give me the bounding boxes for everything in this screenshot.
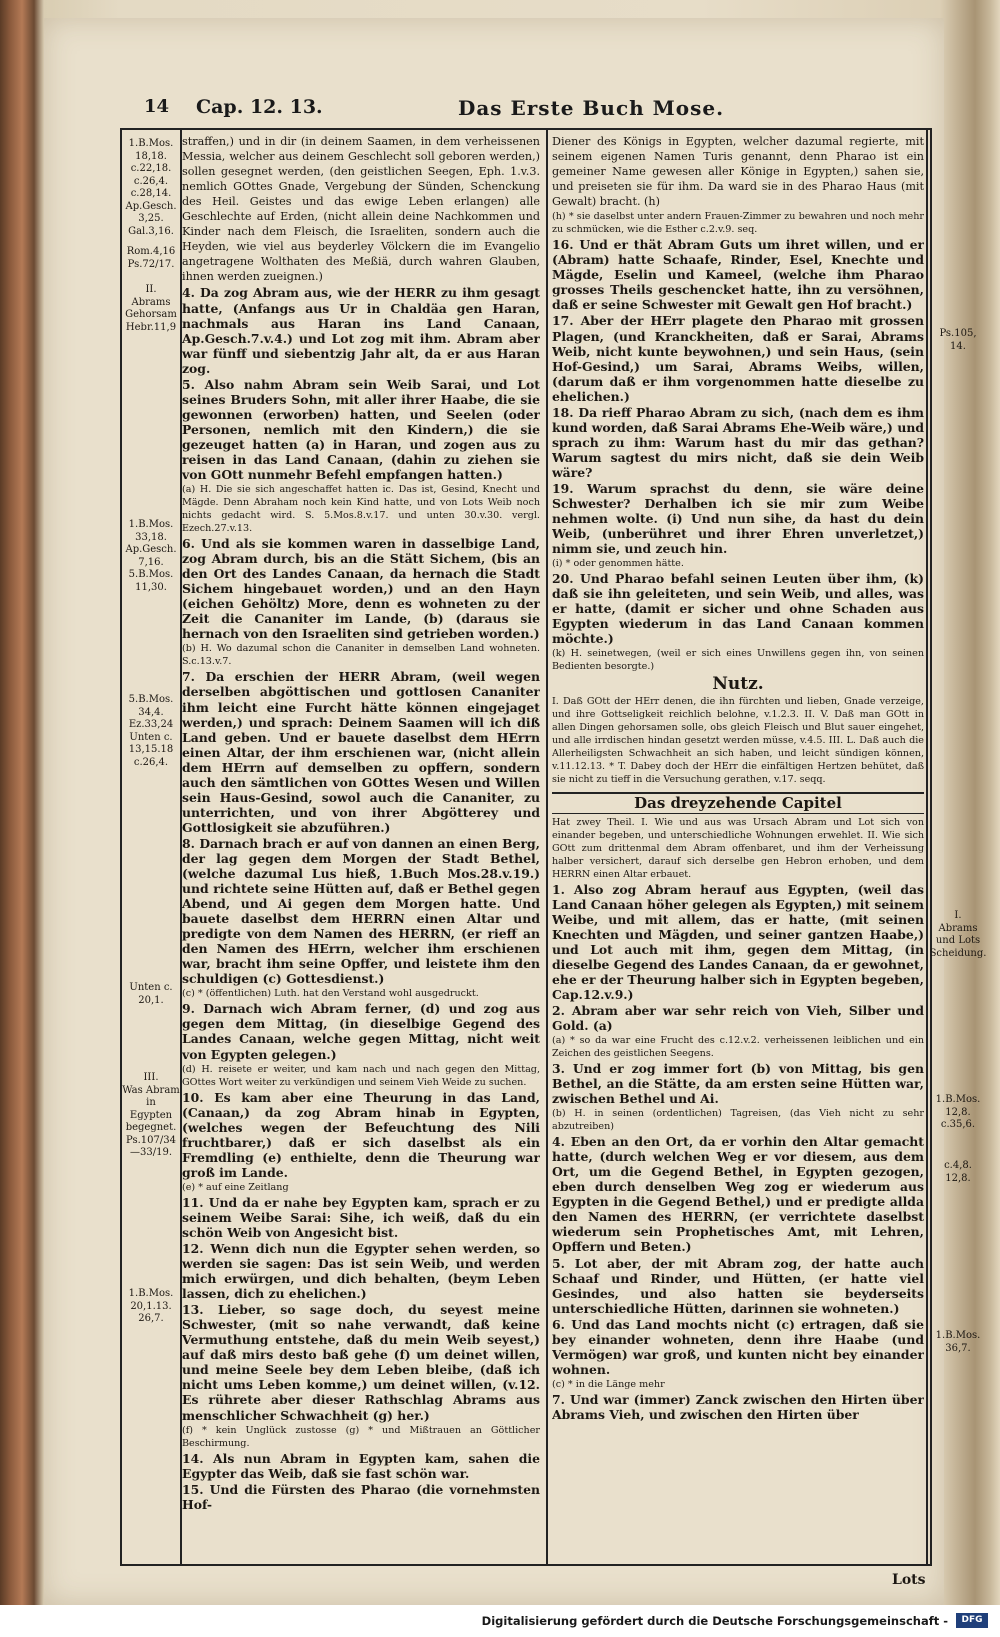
verse-paragraph: 20. Und Pharao befahl seinen Leuten über ihm, (k) daß sie ihn geleiteten, und sein Weib, und alles, was er hatte, (damit er sicher und ohne Schaden aus Egypten wiederum in das Land Canaan kommen möchte.) xyxy=(552,571,924,647)
margin-note-left: 1.B.Mos. 20,1.13. 26,7. xyxy=(128,1288,174,1324)
running-title: Das Erste Buch Mose. xyxy=(458,96,725,120)
verse-paragraph: 14. Als nun Abram in Egypten kam, sahen die Egypter das Weib, daß sie fast schön war. xyxy=(182,1450,540,1481)
margin-note-left: 1.B.Mos. 18,18. c.22,18. c.26,4. c.28,14. Ap.Gesch. 3,25. Gal.3,16. xyxy=(125,138,177,237)
verse-paragraph: 11. Und da er nahe bey Egypten kam, sprach er zu seinem Weibe Sarai: Sihe, ich weiß, daß du ein schön Weib von Angesicht bist. xyxy=(182,1194,540,1240)
verse-paragraph: 2. Abram aber war sehr reich von Vieh, Silber und Gold. (a) xyxy=(552,1002,924,1033)
margin-note-left: Unten c. 20,1. xyxy=(129,982,173,1006)
margin-note-right: Ps.105, 14. xyxy=(939,328,977,352)
verse-paragraph: 6. Und das Land mochts nicht (c) ertragen, daß sie bey einander wohneten, denn ihre Haabe (und Vermögen) war groß, und kunten nicht bey einander wohnen. xyxy=(552,1316,924,1377)
footnote-paragraph: (b) H. in seinen (ordentlichen) Tagreisen, (das Vieh nicht zu sehr abzutreiben) xyxy=(552,1108,924,1133)
dfg-logo-icon: DFG xyxy=(956,1613,988,1628)
verse-paragraph: 19. Warum sprachst du denn, sie wäre deine Schwester? Derhalben ich sie mir zum Weibe nehmen wolte. (i) Und nun sihe, da hast du dein Weib, (unberühret und ihrer Ehren unverletzet,) nimm sie, und zeuch hin. xyxy=(552,480,924,557)
margin-note-left: II. Abrams Gehorsam Hebr.11,9 xyxy=(125,284,177,333)
right-text-column xyxy=(552,134,924,1564)
verse-paragraph: straffen,) und in dir (in deinem Saamen, in dem verheissenen Messia, welcher aus deinem Geschlecht soll geboren werden,) sollen gesegnet werden, (den geistlichen Seegen, Eph. 1.v.3. nemlich GOttes Gnade, Vergebung der Sünden, Schenckung des Heil. Geistes und das ewige Leben erlangen) alle Geschlechte auf Erden, (nicht allein deine Nachkommen und Kinder nach dem Fleisch, die Israeliten, sondern auch die Heyden, wie viel aus beyderley Völckern die im Evangelio angetragene Wolthaten des Meßiä, durch wahren Glauben, ihnen werden zueignen.) xyxy=(182,135,540,284)
margin-note-left: III. Was Abram in Egypten begegnet. Ps.107/34 —33/19. xyxy=(122,1072,180,1158)
catchword: Lots xyxy=(892,1572,926,1588)
section-heading: Nutz. xyxy=(712,674,764,695)
verse-paragraph: 8. Darnach brach er auf von dannen an einen Berg, der lag gegen dem Morgen der Stadt Bethel, (welche dazumal Lus hieß, 1.Buch Mos.28.v.19.) und richtete seine Hütten auf, daß er Bethel gegen Abend, und Ai gegen dem Morgen hatte. Und bauete daselbst dem HERRN einen Altar und predigte von dem Namen des HERRN, (er rieff an den Namen des HErrn, welcher ihm erschienen war, bracht ihm seine Opffer, und leistete ihm den schuldigen (c) Gottesdienst.) xyxy=(182,835,540,987)
margin-note-left: 1.B.Mos. 33,18. Ap.Gesch. 7,16. 5.B.Mos. 11,30. xyxy=(125,519,177,593)
footnote-paragraph: (e) * auf eine Zeitlang xyxy=(182,1181,289,1193)
verse-paragraph: 10. Es kam aber eine Theurung in das Land, (Canaan,) da zog Abram hinab in Egypten, (welches wegen der Befeuchtung des Nili fruchtbarer,) daß er sich daselbst als ein Fremdling (e) enthielte, denn die Theurung war groß im Lande. xyxy=(182,1089,540,1180)
dfg-credit-text: Digitalisierung gefördert durch die Deutsche Forschungsgemeinschaft - xyxy=(481,1614,948,1628)
left-text-column xyxy=(182,134,540,1564)
verse-paragraph: 7. Da erschien der HERR Abram, (weil wegen derselben abgöttischen und gottlosen Cananiter ihm leicht eine Furcht hätte können eingejaget werden,) und sprach: Deinem Saamen will ich diß Land geben. Und er bauete daselbst dem HErrn einen Altar, der ihm erschienen war, (nicht allein dem HErrn auf demselben zu opffern, sondern auch den sämtlichen von GOttes Wesen und Willen sein Haus-Gesind, sowol auch die Cananiter, zu unterrichten, und von ihrer Abgötterey und Gottlosigkeit sie abzuführen.) xyxy=(182,669,540,835)
verse-paragraph: 12. Wenn dich nun die Egypter sehen werden, so werden sie sagen: Das ist sein Weib, und werden mich erwürgen, und dich behalten, (beym Leben lassen, dich zu ehelichen.) xyxy=(182,1241,540,1302)
verse-paragraph: 6. Und als sie kommen waren in dasselbige Land, zog Abram durch, bis an die Stätt Sichem, (bis an den Ort des Landes Canaan, da hernach die Stadt Sichem hingebauet worden,) und an den Hayn (eichen Gehöltz) More, denn es wohneten zu der Zeit die Cananiter im Lande, (b) (daraus sie hernach von den Israeliten sind getrieben worden.) xyxy=(182,536,540,642)
verse-paragraph: 16. Und er thät Abram Guts um ihret willen, und er (Abram) hatte Schaafe, Rinder, Esel, Knechte und Mägde, Eselin und Kameel, (welche ihm Pharao grosses Theils geschencket hatte, ihn zu versöhnen, daß er seine Schwester mit Gewalt gen Hof bracht.) xyxy=(552,237,924,313)
margin-note-right: 1.B.Mos. 12,8. c.35,6. xyxy=(935,1094,981,1130)
footnote-paragraph: I. Daß GOtt der HErr denen, die ihn fürchten und lieben, Gnade verzeige, und ihre Gottseligkeit reichlich belohne, v.1.2.3. II. V. Daß man GOtt in allen Dingen gehorsamen solle, obs gleich Fleisch und Blut sauer eingehet, und alle irrdischen hindan gesetzt werden müsse, v.4.5. III. L. Daß auch die Allerheiligsten Schwachheit an sich haben, und leicht sündigen können, v.11.12.13. * T. Dabey doch der HErr die einfältigen Hertzen behütet, daß sie nicht zu tieff in die Versuchung gerathen, v.17. seqq. xyxy=(552,695,924,785)
verse-paragraph: 13. Lieber, so sage doch, du seyest meine Schwester, (mit so nahe verwandt, daß keine Vermuthung entstehe, daß du mein Weib seyest,) auf daß mirs desto baß gehe (f) um deinet willen, und meine Seele bey dem Leben bleibe, (daß ich nicht ums Leben komme,) um deinet willen, (v.12. Es rührete aber dieser Rathschlag Abrams aus menschlicher Schwachheit (g) her.) xyxy=(182,1302,540,1423)
margin-note-left: 5.B.Mos. 34,4. Ez.33,24 Unten c. 13,15.18 c.26,4. xyxy=(128,694,174,768)
footnote-paragraph: (a) H. Die sie sich angeschaffet hatten ic. Das ist, Gesind, Knecht und Mägde. Denn Abraham noch kein Kind hatte, und von Lots Weib noch nichts gedacht wird. S. 5.Mos.8.v.17. und unten 30.v.30. vergl. Ezech.27.v.13. xyxy=(182,484,540,535)
footnote-paragraph: (k) H. seinetwegen, (weil er sich eines Unwillens gegen ihn, von seinen Bedienten besorgte.) xyxy=(552,648,924,673)
verse-paragraph: 18. Da rieff Pharao Abram zu sich, (nach dem es ihm kund worden, daß Sarai Abrams Ehe-Weib wäre,) und sprach zu ihm: Warum hast du mir das gethan? Warum sagtest du mirs nicht, daß sie dein Weib wäre? xyxy=(552,404,924,480)
margin-note-right: I. Abrams und Lots Scheidung. xyxy=(929,910,987,959)
footnote-paragraph: (a) * so da war eine Frucht des c.12.v.2. verheissenen leiblichen und ein Zeichen des geistlichen Seegens. xyxy=(552,1035,924,1060)
column-rule xyxy=(546,128,548,1566)
margin-note-right: 1.B.Mos. 36,7. xyxy=(935,1330,981,1354)
margin-note-right: c.4,8. 12,8. xyxy=(944,1160,972,1184)
verse-paragraph: Diener des Königs in Egypten, welcher dazumal regierte, mit seinem eigenen Namen Turis genannt, denn Pharao ist ein gemeiner Name gewesen aller Könige in Egypten,) sahen sie, und preiseten sie für ihm. Da ward sie in des Pharao Haus (mit Gewalt) bracht. (h) xyxy=(552,135,924,209)
verse-paragraph: 7. Und war (immer) Zanck zwischen den Hirten über Abrams Vieh, und zwischen den Hirten über xyxy=(552,1391,924,1422)
footnote-paragraph: (h) * sie daselbst unter andern Frauen-Zimmer zu bewahren und noch mehr zu schmücken, wie die Esther c.2.v.9. seq. xyxy=(552,211,924,236)
verse-paragraph: 5. Also nahm Abram sein Weib Sarai, und Lot seines Bruders Sohn, mit aller ihrer Haabe, die sie gewonnen (erworben) hatten, und Seelen (oder Personen, nemlich mit den Kindern,) die sie gezeuget hatten (a) in Haran, und zogen aus zu reisen in das Land Canaan, (dahin zu ziehen sie von GOtt nunmehr Befehl empfangen hatten.) xyxy=(182,376,540,483)
footnote-paragraph: (f) * kein Unglück zustosse (g) * und Mißtrauen an Göttlicher Beschirmung. xyxy=(182,1424,540,1449)
page-number: 14 xyxy=(144,96,170,117)
verse-paragraph: 5. Lot aber, der mit Abram zog, der hatte auch Schaaf und Rinder, und Hütten, (er hatte viel Gesindes, und also hatten sie beyderseits unterschiedliche Hütten, darinnen sie wohneten.) xyxy=(552,1255,924,1316)
footnote-paragraph: (c) * (öffentlichen) Luth. hat den Verstand wohl ausgedruckt. xyxy=(182,988,479,1000)
verse-paragraph: 4. Da zog Abram aus, wie der HERR zu ihm gesagt hatte, (Anfangs aus Ur in Chaldäa gen Haran, nachmals aus Haran ins Land Canaan, Ap.Gesch.7.v.4.) und Lot zog mit ihm. Abram aber war fünff und siebentzig Jahr alt, da er aus Haran zog. xyxy=(182,285,540,376)
footnote-paragraph: Hat zwey Theil. I. Wie und aus was Ursach Abram und Lot sich von einander begeben, und unterschiedliche Wohnungen erwehlet. II. Wie sich GOtt zum drittenmal dem Abram offenbaret, und ihm der Verheissung halber versichert, darauf sich derselbe gen Hebron erhoben, und dem HERRN einen Altar erbauet. xyxy=(552,816,924,880)
footnote-paragraph: (i) * oder genommen hätte. xyxy=(552,558,684,570)
verse-paragraph: 17. Aber der HErr plagete den Pharao mit grossen Plagen, (und Kranckheiten, daß er Sarai, Abrams Weib, nicht kunte beywohnen,) und sein Haus, (sein Hof-Gesind,) um Sarai, Abrams Weibs, willen, (darum daß er ihm vorgenommen hatte dieselbe zu ehelichen.) xyxy=(552,313,924,404)
footnote-paragraph: (c) * in die Länge mehr xyxy=(552,1378,665,1390)
verse-paragraph: 15. Und die Fürsten des Pharao (die vornehmsten Hof- xyxy=(182,1481,540,1512)
verse-paragraph: 1. Also zog Abram herauf aus Egypten, (weil das Land Canaan höher gelegen als Egypten,) mit seinem Weibe, und mit allem, das er hatte, (mit seinen Knechten und Mägden, und seiner gantzen Haabe,) und Lot auch mit ihm, gegen dem Mittag, (in dieselbe Gegend des Landes Canaan, da er gewohnet, ehe er der Theurung halber sich in Egypten begeben, Cap.12.v.9.) xyxy=(552,881,924,1002)
footnote-paragraph: (d) H. reisete er weiter, und kam nach und nach gegen den Mittag, GOttes Wort weiter zu verkündigen und seinem Vieh Weide zu suchen. xyxy=(182,1063,540,1088)
margin-note-left: Rom.4,16 Ps.72/17. xyxy=(126,246,176,270)
digitization-footer xyxy=(0,1605,1000,1637)
header-rule xyxy=(120,128,932,130)
section-heading: Das dreyzehende Capitel xyxy=(552,792,924,814)
chapter-reference: Cap. 12. 13. xyxy=(196,96,323,118)
verse-paragraph: 4. Eben an den Ort, da er vorhin den Altar gemacht hatte, (durch welchen Weg er vor diesem, aus dem Ort, um die Gegend Bethel, in Egypten gezogen, eben durch denselben Weg zog er wiederum aus Egypten in die Gegend Bethel,) und er predigte allda den Namen des HERRN, (er verrichtete daselbst wiederum sein Prophetisches Amt, mit Lehren, Opffern und Beten.) xyxy=(552,1134,924,1255)
verse-paragraph: 9. Darnach wich Abram ferner, (d) und zog aus gegen dem Mittag, (in dieselbige Gegend des Landes Canaan, welche gegen Mittag, nicht weit von Egypten gelegen.) xyxy=(182,1001,540,1062)
footnote-paragraph: (b) H. Wo dazumal schon die Cananiter in demselben Land wohneten. S.c.13.v.7. xyxy=(182,643,540,668)
verse-paragraph: 3. Und er zog immer fort (b) von Mittag, bis gen Bethel, an die Stätte, da am ersten seine Hütten war, zwischen Bethel und Ai. xyxy=(552,1061,924,1107)
